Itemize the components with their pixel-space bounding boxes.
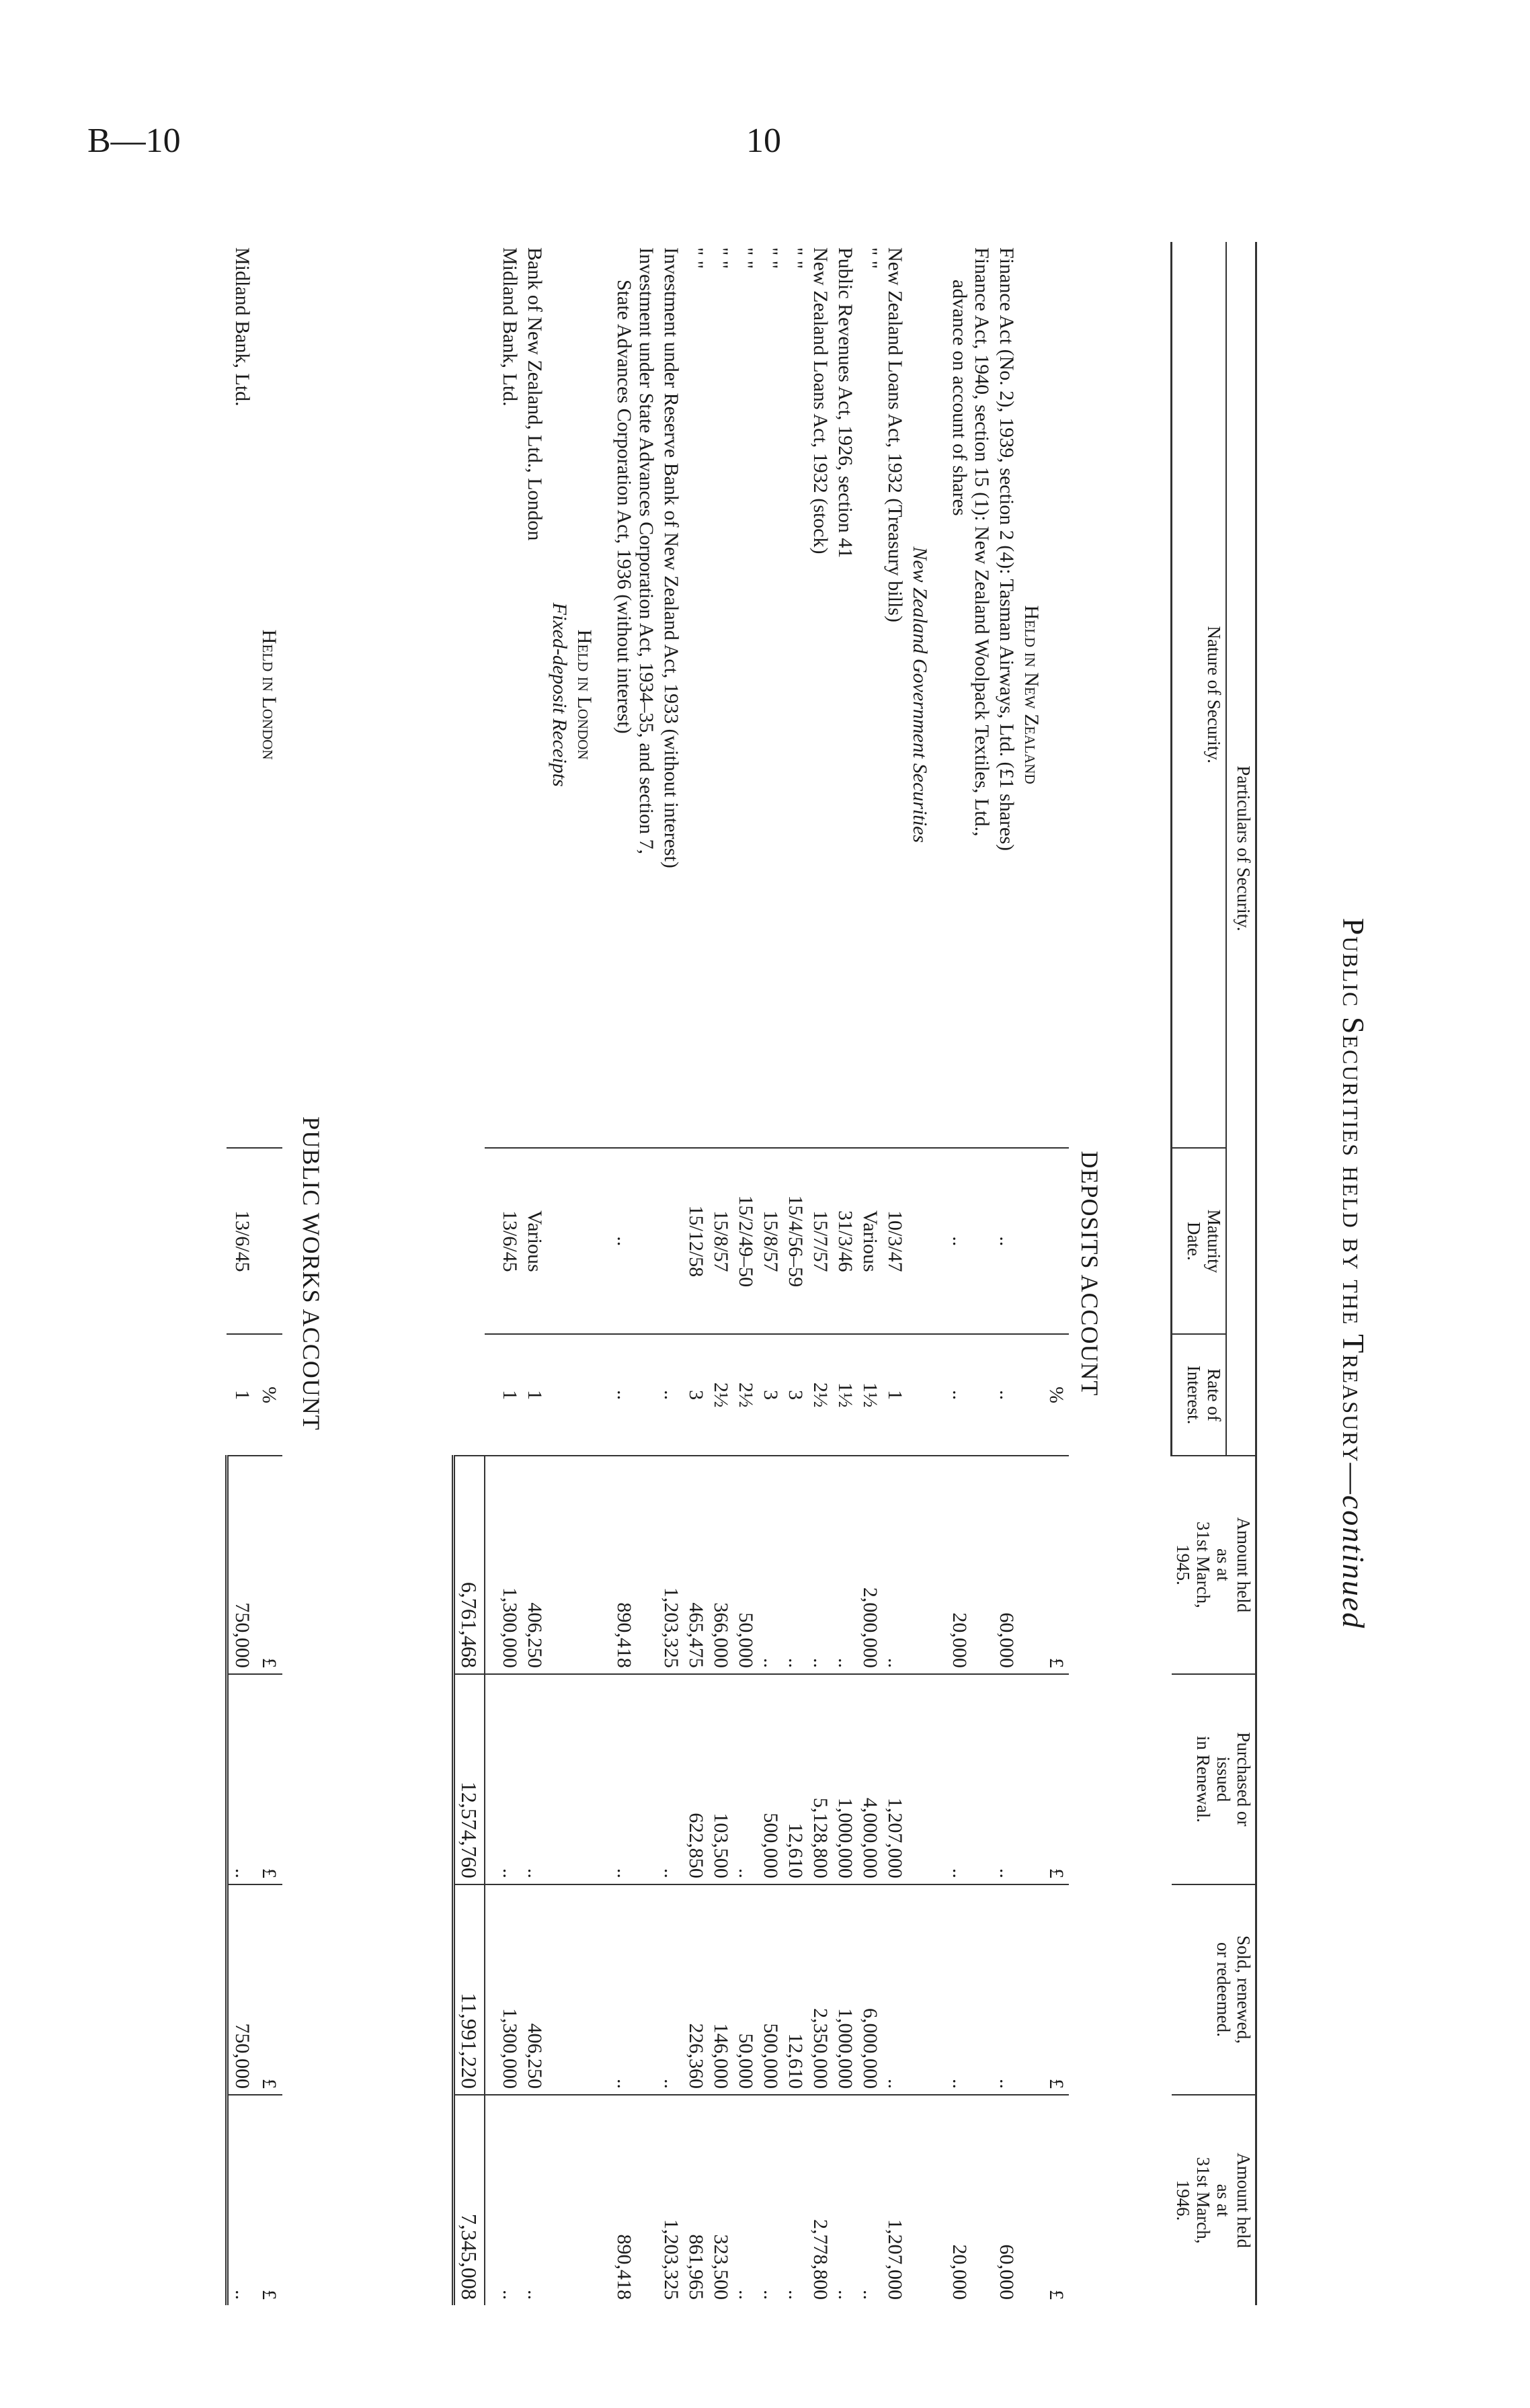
pw-held-1946: .. (227, 2095, 256, 2305)
purchased: 12,610 (783, 1674, 808, 1884)
held-1945: 465,475 (684, 1456, 709, 1674)
public-works-table (225, 242, 282, 2305)
held-1945: .. (758, 1456, 783, 1674)
held-1946: .. (497, 2095, 522, 2305)
sold: .. (659, 1884, 684, 2095)
interest-rate: 2½ (733, 1334, 758, 1456)
pw-rate: 1 (227, 1334, 256, 1456)
held-1946: 861,965 (684, 2095, 709, 2305)
purchased: .. (612, 1674, 659, 1884)
table-row (709, 242, 733, 2305)
interest-rate: .. (659, 1334, 684, 1456)
sold: .. (883, 1884, 908, 2095)
maturity-date: 15/4/56–59 (783, 1148, 808, 1334)
held-1946: 1,207,000 (883, 2095, 908, 2305)
maturity-date: Various (522, 1148, 547, 1334)
held-1945: 20,000 (947, 1456, 994, 1674)
held-1946: .. (858, 2095, 883, 2305)
maturity-date: 15/8/57 (709, 1148, 733, 1334)
sold: 500,000 (758, 1884, 783, 2095)
held-1946: .. (733, 2095, 758, 2305)
security-nature: Finance Act (No. 2), 1939, section 2 (4): Tasman Airways, Ltd. (£1 shares) (996, 247, 1018, 851)
held-1946: .. (783, 2095, 808, 2305)
interest-rate: 1½ (833, 1334, 858, 1456)
held-1945: .. (783, 1456, 808, 1674)
purchased: 103,500 (709, 1674, 733, 1884)
interest-rate: 1 (522, 1334, 547, 1456)
interest-rate: 1 (883, 1334, 908, 1456)
header-maturity: Maturity Date. (1172, 1148, 1226, 1334)
deposits-total-row (454, 242, 485, 2305)
table-row (783, 242, 808, 2305)
deposits-table (452, 242, 1069, 2305)
purchased: .. (497, 1674, 522, 1884)
held-1945: 366,000 (709, 1456, 733, 1674)
held-1945: 1,203,325 (659, 1456, 684, 1674)
sold: 1,300,000 (497, 1884, 522, 2095)
purchased: .. (659, 1674, 684, 1884)
maturity-date: 15/8/57 (758, 1148, 783, 1334)
table-row (758, 242, 783, 2305)
table-row (522, 242, 547, 2305)
maturity-date: .. (612, 1148, 659, 1334)
held-1945: .. (883, 1456, 908, 1674)
purchased: 5,128,800 (808, 1674, 833, 1884)
rotated-table-area (168, 242, 1371, 2305)
sold: .. (947, 1884, 994, 2095)
pw-group-row: Held in London % £ £ £ £ (255, 242, 282, 2305)
held-1946: .. (758, 2095, 783, 2305)
held-1946: 20,000 (947, 2095, 994, 2305)
purchased: .. (522, 1674, 547, 1884)
held-1945: 50,000 (733, 1456, 758, 1674)
held-1946: 1,203,325 (659, 2095, 684, 2305)
purchased: 4,000,000 (858, 1674, 883, 1884)
table-row (883, 242, 908, 2305)
interest-rate: 1 (497, 1334, 522, 1456)
table-row (497, 242, 522, 2305)
header-purchased: Purchased or issued in Renewal. (1172, 1674, 1256, 1884)
maturity-date: Various (858, 1148, 883, 1334)
sold: 6,000,000 (858, 1884, 883, 2095)
security-nature: Midland Bank, Ltd. (499, 247, 521, 407)
table-row (808, 242, 833, 2305)
maturity-date: 31/3/46 (833, 1148, 858, 1334)
group-heading-nz: Held in New Zealand (1019, 242, 1044, 2305)
sold: 406,250 (522, 1884, 547, 2095)
purchased: 1,000,000 (833, 1674, 858, 1884)
security-nature: " " (760, 247, 782, 269)
sold: 1,000,000 (833, 1884, 858, 2095)
total-held-1946: 7,345,008 (454, 2095, 485, 2305)
title-main: Public Securities held by the Treasury (1336, 917, 1371, 1463)
held-1945: 1,300,000 (497, 1456, 522, 1674)
pw-sold: 750,000 (227, 1884, 256, 2095)
maturity-date (659, 1148, 684, 1334)
header-rate: Rate of Interest. (1172, 1334, 1226, 1456)
total-sold: 11,991,220 (454, 1884, 485, 2095)
page-title: Public Securities held by the Treasury—continued (1336, 917, 1371, 1630)
interest-rate: 3 (783, 1334, 808, 1456)
table-row (684, 242, 709, 2305)
table-row (994, 242, 1019, 2305)
maturity-date: 15/7/57 (808, 1148, 833, 1334)
maturity-date: 15/12/58 (684, 1148, 709, 1334)
group-heading-london: Held in London (572, 242, 597, 2305)
sold: .. (994, 1884, 1019, 2095)
interest-rate: 2½ (808, 1334, 833, 1456)
held-1945: 890,418 (612, 1456, 659, 1674)
sold: 226,360 (684, 1884, 709, 2095)
security-nature: New Zealand Loans Act, 1932 (Treasury bills) (884, 247, 906, 622)
pw-maturity: 13/6/45 (227, 1148, 256, 1334)
pw-purchased: .. (227, 1674, 256, 1884)
pw-held-1945: 750,000 (227, 1456, 256, 1674)
total-held-1945: 6,761,468 (454, 1456, 485, 1674)
page-reference: B—10 (87, 122, 181, 160)
maturity-date: .. (994, 1148, 1019, 1334)
sold: .. (612, 1884, 659, 2095)
group-subheading-london: Fixed-deposit Receipts (547, 242, 572, 2305)
page-number: 10 (746, 122, 781, 160)
security-nature: Investment under State Advances Corporation Act, 1934–35, and section 7, State Advances Corporation Act, 1936 (without interest) (613, 247, 657, 855)
sold: 50,000 (733, 1884, 758, 2095)
security-nature: " " (784, 247, 807, 269)
header-held-1946: Amount held as at 31st March, 1946. (1172, 2095, 1256, 2305)
security-nature: Finance Act, 1940, section 15 (1): New Zealand Woolpack Textiles, Ltd., advance on account of shares (949, 247, 993, 837)
security-nature: " " (735, 247, 757, 269)
sold: 2,350,000 (808, 1884, 833, 2095)
security-nature: Investment under Reserve Bank of New Zealand Act, 1933 (without interest) (660, 247, 682, 868)
table-row (733, 242, 758, 2305)
purchased: .. (994, 1674, 1019, 1884)
held-1945: 406,250 (522, 1456, 547, 1674)
security-nature: " " (685, 247, 707, 269)
header-particulars: Particulars of Security. (1226, 242, 1256, 1456)
table-row (227, 242, 256, 2305)
purchased: 1,207,000 (883, 1674, 908, 1884)
column-headers (1171, 242, 1258, 2305)
interest-rate: .. (994, 1334, 1019, 1456)
held-1945: 2,000,000 (858, 1456, 883, 1674)
held-1946: 890,418 (612, 2095, 659, 2305)
security-nature: Public Revenues Act, 1926, section 41 (834, 247, 856, 558)
interest-rate: 3 (684, 1334, 709, 1456)
public-works-account-heading: PUBLIC WORKS ACCOUNT (298, 1116, 325, 1431)
units-row: % £ £ £ £ (1044, 242, 1069, 2305)
held-1945: 60,000 (994, 1456, 1019, 1674)
header-nature: Nature of Security. (1172, 242, 1226, 1148)
purchased: 622,850 (684, 1674, 709, 1884)
header-sold: Sold, renewed, or redeemed. (1172, 1884, 1256, 2095)
sold: 146,000 (709, 1884, 733, 2095)
held-1945: .. (833, 1456, 858, 1674)
security-nature: New Zealand Loans Act, 1932 (stock) (809, 247, 832, 554)
held-1946: .. (522, 2095, 547, 2305)
security-nature: " " (859, 247, 881, 269)
purchased: .. (733, 1674, 758, 1884)
purchased: 500,000 (758, 1674, 783, 1884)
maturity-date: 15/2/49–50 (733, 1148, 758, 1334)
held-1946: 2,778,800 (808, 2095, 833, 2305)
table-row (659, 242, 684, 2305)
pw-nature: Midland Bank, Ltd. (231, 247, 253, 407)
interest-rate: .. (947, 1334, 994, 1456)
deposits-account-heading: DEPOSITS ACCOUNT (1076, 1151, 1103, 1397)
security-nature: Bank of New Zealand, Ltd., London (524, 247, 546, 541)
interest-rate: .. (612, 1334, 659, 1456)
maturity-date: .. (947, 1148, 994, 1334)
table-row (858, 242, 883, 2305)
table-row (947, 242, 994, 2305)
held-1946: 60,000 (994, 2095, 1019, 2305)
held-1945: .. (808, 1456, 833, 1674)
group-heading-nz-gov: New Zealand Government Securities (908, 242, 932, 2305)
total-purchased: 12,574,760 (454, 1674, 485, 1884)
held-1946: .. (833, 2095, 858, 2305)
title-continued: continued (1336, 1495, 1371, 1630)
maturity-date: 10/3/47 (883, 1148, 908, 1334)
maturity-date: 13/6/45 (497, 1148, 522, 1334)
interest-rate: 3 (758, 1334, 783, 1456)
interest-rate: 1½ (858, 1334, 883, 1456)
header-held-1945: Amount held as at 31st March, 1945. (1172, 1456, 1256, 1674)
interest-rate: 2½ (709, 1334, 733, 1456)
purchased: .. (947, 1674, 994, 1884)
table-row (612, 242, 659, 2305)
sold: 12,610 (783, 1884, 808, 2095)
table-row (833, 242, 858, 2305)
held-1946: 323,500 (709, 2095, 733, 2305)
security-nature: " " (710, 247, 732, 269)
